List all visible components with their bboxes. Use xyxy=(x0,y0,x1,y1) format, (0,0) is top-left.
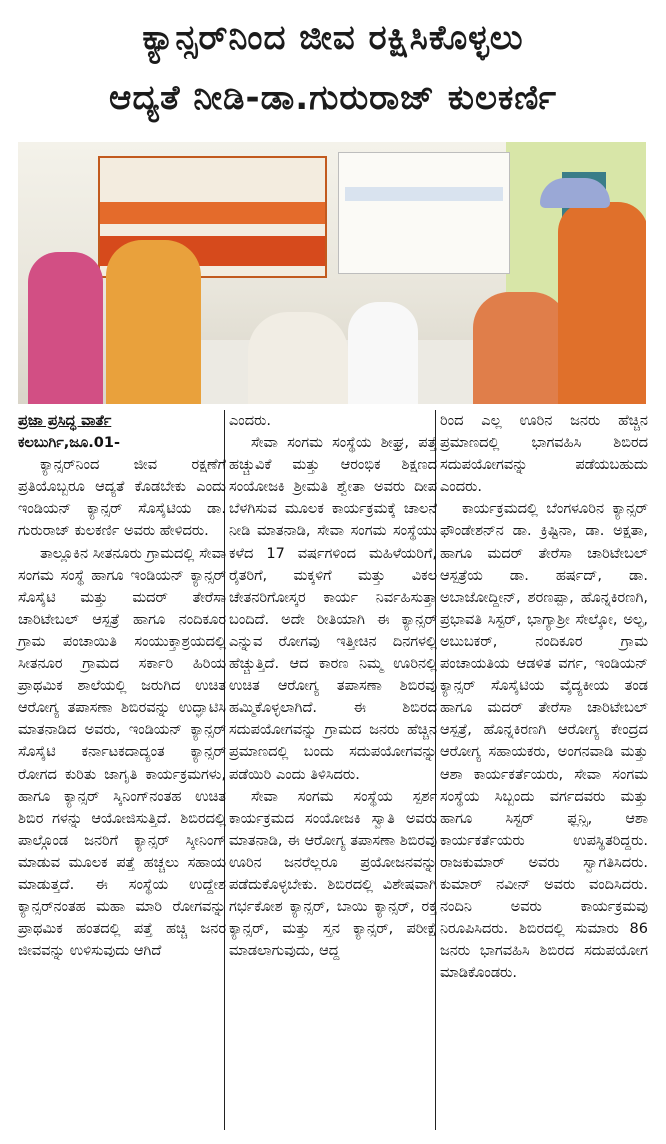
paragraph: ಕ್ಯಾನ್ಸರ್‌ನಿಂದ ಜೀವ ರಕ್ಷಣೆಗೆ ಪ್ರತಿಯೊಬ್ಬರೂ ಆದ್ಯತೆ ಕೊಡಬೇಕು ಎಂದು ಇಂಡಿಯನ್ ಕ್ಯಾನ್ಸರ್ ಸೊಸೈಟಿಯ ಡಾ. ಗುರುರಾಜ್ ಕುಲಕರ್ಣಿ ಅವರು ಹೇಳಿದರು. xyxy=(18,457,226,540)
dateline: ಕಲಬುರ್ಗಿ,ಜೂ.01- xyxy=(18,435,120,452)
photo-person xyxy=(106,240,201,404)
photo-cap xyxy=(540,178,610,208)
photo-person xyxy=(558,202,646,404)
photo-person xyxy=(348,302,418,404)
paragraph: ಕಾರ್ಯಕ್ರಮದಲ್ಲಿ ಬೆಂಗಳೂರಿನ ಕ್ಯಾನ್ಸರ್ ಫೌಂಡೇಶನ್‌ನ ಡಾ. ಕ್ರಿಷ್ಟಿನಾ, ಡಾ. ಅಕ್ಷತಾ, ಹಾಗೂ ಮದರ್ ತೇರೆಸಾ ಚಾರಿಟೇಬಲ್ ಆಸ್ಪತ್ರೆಯ ಡಾ. ಹರ್ಷದ್, ಡಾ. ಅಬಾಜೋದ್ದೀನ್, ಶರಣಪ್ಪಾ, ಹೊನ್ನಕಿರಣಗಿ, ಪ್ರಭಾವತಿ ಸಿಸ್ಟರ್, ಭಾಗ್ಯಾಶ್ರೀ ಸೇಲ್ಕೋ, ಅಲ್ಫ, ಅಬುಬಕರ್, ನಂದಿಕೂರ ಗ್ರಾಮ ಪಂಚಾಯತಿಯ ಆಡಳಿತ ವರ್ಗ, ಇಂಡಿಯನ್ ಕ್ಯಾನ್ಸರ್ ಸೊಸೈಟಿಯ ವೈದ್ಯಕೀಯ ತಂಡ ಹಾಗೂ ಮದರ್ ತೇರೆಸಾ ಚಾರಿಟೇಬಲ್ ಆಸ್ಪತ್ರೆ, ಹೊನ್ನಕಿರಣಗಿ ಆರೋಗ್ಯ ಕೇಂದ್ರದ ಆರೋಗ್ಯ ಸಹಾಯಕರು, ಅಂಗನವಾಡಿ ಮತ್ತು ಆಶಾ ಕಾರ್ಯಕರ್ತೆಯರು, ಸೇವಾ ಸಂಗಮ ಸಂಸ್ಥೆಯ ಸಿಬ್ಬಂದು ವರ್ಗದವರು ಮತ್ತು ಹಾಗೂ ಸಿಸ್ಟರ್ ಫ್ಲನ್ಸಿ, ಆಶಾ ಕಾರ್ಯಕರ್ತೆಯರು ಉಪಸ್ಥಿತರಿದ್ದರು. ರಾಜಕುಮಾರ್ ಅವರು ಸ್ವಾಗತಿಸಿದರು. ಕುಮಾರ್ ನವೀನ್ ಅವರು ವಂದಿಸಿದರು. ನಂದಿನಿ ಅವರು ಕಾರ್ಯಕ್ರಮವು ನಿರೂಪಿಸಿದರು. ಶಿಬಿರದಲ್ಲಿ ಸುಮಾರು 86 ಜನರು ಭಾಗವಹಿಸಿ ಶಿಬಿರದ ಸದುಪಯೋಗ ಮಾಡಿಕೊಂಡರು. xyxy=(440,501,648,982)
headline-line-2: ಆದ್ಯತೆ ನೀಡಿ-ಡಾ.ಗುರುರಾಜ್ ಕುಲಕರ್ಣಿ xyxy=(109,78,557,118)
photo-person xyxy=(473,292,568,404)
paragraph: ರಿಂದ ಎಲ್ಲ ಊರಿನ ಜನರು ಹೆಚ್ಚಿನ ಪ್ರಮಾಣದಲ್ಲಿ ಭಾಗವಹಿಸಿ ಶಿಬಿರದ ಸದುಪಯೋಗವನ್ನು ಪಡೆಯಬಹುದು ಎಂದರು. xyxy=(440,413,648,496)
article-column-3 xyxy=(440,410,648,984)
photo-banner-awareness xyxy=(338,152,510,274)
photo-person xyxy=(28,252,103,404)
paragraph: ಎಂದರು. xyxy=(229,413,271,429)
article-column-2 xyxy=(229,410,437,962)
news-source: ಪ್ರಜಾ ಪ್ರಸಿದ್ಧ ವಾರ್ತೆ xyxy=(18,413,112,429)
headline xyxy=(0,0,666,140)
news-photo xyxy=(18,142,646,404)
paragraph: ಸೇವಾ ಸಂಗಮ ಸಂಸ್ಥೆಯ ಶೀಘ್ರ, ಪತ್ತೆ ಹಚ್ಚುವಿಕೆ ಮತ್ತು ಆರಂಭಿಕ ಶಿಕ್ಷಣದ ಸಂಯೋಜಕಿ ಶ್ರೀಮತಿ ಶ್ವೇತಾ ಅವರು ದೀಪ ಬೆಳಗಿಸುವ ಮೂಲಕ ಕಾರ್ಯಕ್ರಮಕ್ಕೆ ಚಾಲನೆ ನೀಡಿ ಮಾತನಾಡಿ, ಸೇವಾ ಸಂಗಮ ಸಂಸ್ಥೆಯು ಕಳೆದ 17 ವರ್ಷಗಳಿಂದ ಮಹಿಳೆಯರಿಗೆ, ರೈತರಿಗೆ, ಮಕ್ಕಳಿಗೆ ಮತ್ತು ವಿಕಲ ಚೇತನರಿಗೋಸ್ಕರ ಕಾರ್ಯ ನಿರ್ವಹಿಸುತ್ತಾ ಬಂದಿದೆ. ಅದೇ ರೀತಿಯಾಗಿ ಈ ಕ್ಯಾನ್ಸರ್ ಎನ್ನುವ ರೋಗವು ಇತ್ತೀಚಿನ ದಿನಗಳಲ್ಲಿ ಹೆಚ್ಚುತ್ತಿದೆ. ಆದ ಕಾರಣ ನಿಮ್ಮ ಊರಿನಲ್ಲಿ ಉಚಿತ ಆರೋಗ್ಯ ತಪಾಸಣಾ ಶಿಬಿರವು ಹಮ್ಮಿಕೊಳ್ಳಲಾಗಿದೆ. ಈ ಶಿಬಿರದ ಸದುಪಯೋಗವನ್ನು ಗ್ರಾಮದ ಜನರು ಹೆಚ್ಚಿನ ಪ್ರಮಾಣದಲ್ಲಿ ಬಂದು ಸದುಪಯೋಗವನ್ನು ಪಡೆಯಿರಿ ಎಂದು ತಿಳಿಸಿದರು. xyxy=(229,435,437,783)
photo-person xyxy=(248,312,348,404)
paragraph: ಸೇವಾ ಸಂಗಮ ಸಂಸ್ಥೆಯ ಸ್ಪರ್ಶ ಕಾರ್ಯಕ್ರಮದ ಸಂಯೋಜಕಿ ಸ್ವಾತಿ ಅವರು ಮಾತನಾಡಿ, ಈ ಆರೋಗ್ಯ ತಪಾಸಣಾ ಶಿಬಿರವು ಊರಿನ ಜನರೆಲ್ಲರೂ ಪ್ರಯೋಜನವನ್ನು ಪಡೆದುಕೊಳ್ಳಬೇಕು. ಶಿಬಿರದಲ್ಲಿ ವಿಶೇಷವಾಗಿ ಗರ್ಭಕೋಶ ಕ್ಯಾನ್ಸರ್, ಬಾಯಿ ಕ್ಯಾನ್ಸರ್, ರಕ್ತ ಕ್ಯಾನ್ಸರ್, ಮತ್ತು ಸ್ತನ ಕ್ಯಾನ್ಸರ್, ಪರೀಕ್ಷೆ ಮಾಡಲಾಗುವುದು, ಆದ್ದ xyxy=(229,788,437,960)
paragraph: ತಾಲ್ಲೂಕಿನ ಸೀತನೂರು ಗ್ರಾಮದಲ್ಲಿ ಸೇವಾ ಸಂಗಮ ಸಂಸ್ಥೆ ಹಾಗೂ ಇಂಡಿಯನ್ ಕ್ಯಾನ್ಸರ್ ಸೊಸೈಟಿ ಮತ್ತು ಮದರ್ ತೇರೆಸಾ ಚಾರಿಟೇಬಲ್ ಆಸ್ಪತ್ರೆ ಹಾಗೂ ನಂದಿಕೂರ ಗ್ರಾಮ ಪಂಚಾಯಿತಿ ಸಂಯುಕ್ತಾಶ್ರಯದಲ್ಲಿ ಸೀತನೂರ ಗ್ರಾಮದ ಸರ್ಕಾರಿ ಹಿರಿಯ ಪ್ರಾಥಮಿಕ ಶಾಲೆಯಲ್ಲಿ ಜರುಗಿದ ಉಚಿತ ಆರೋಗ್ಯ ತಪಾಸಣಾ ಶಿಬಿರವನ್ನು ಉದ್ಘಾಟಿಸಿ ಮಾತನಾಡಿದ ಅವರು, ಇಂಡಿಯನ್ ಕ್ಯಾನ್ಸರ್ ಸೊಸೈಟಿ ಕರ್ನಾಟಕದಾದ್ಯಂತ ಕ್ಯಾನ್ಸರ್ ರೋಗದ ಕುರಿತು ಜಾಗೃತಿ ಕಾರ್ಯಕ್ರಮಗಳು, ಹಾಗೂ ಕ್ಯಾನ್ಸರ್ ಸ್ಕಿನಿಂಗ್‌ನಂತಹ ಉಚಿತ ಶಿಬಿರ ಗಳನ್ನು ಆಯೋಜಿಸುತ್ತಿದೆ. ಶಿಬಿರದಲ್ಲಿ ಪಾಲ್ಗೊಂಡ ಜನರಿಗೆ ಕ್ಯಾನ್ಸರ್ ಸ್ಕೀನಿಂಗ್ ಮಾಡುವ ಮೂಲಕ ಪತ್ತೆ ಹಚ್ಚಲು ಸಹಾಯ ಮಾಡುತ್ತದೆ. ಈ ಸಂಸ್ಥೆಯ ಉದ್ದೇಶ ಕ್ಯಾನ್ಸರ್‌ನಂತಹ ಮಹಾ ಮಾರಿ ರೋಗವನ್ನು ಪ್ರಾಥಮಿಕ ಹಂತದಲ್ಲಿ ಪತ್ತೆ ಹಚ್ಚಿ ಜನರ ಜೀವವನ್ನು ಉಳಿಸುವುದು ಆಗಿದೆ xyxy=(18,545,226,960)
article-column-1 xyxy=(18,410,226,962)
headline-line-1: ಕ್ಯಾನ್ಸರ್‌ನಿಂದ ಜೀವ ರಕ್ಷಿಸಿಕೊಳ್ಳಲು xyxy=(142,18,524,58)
